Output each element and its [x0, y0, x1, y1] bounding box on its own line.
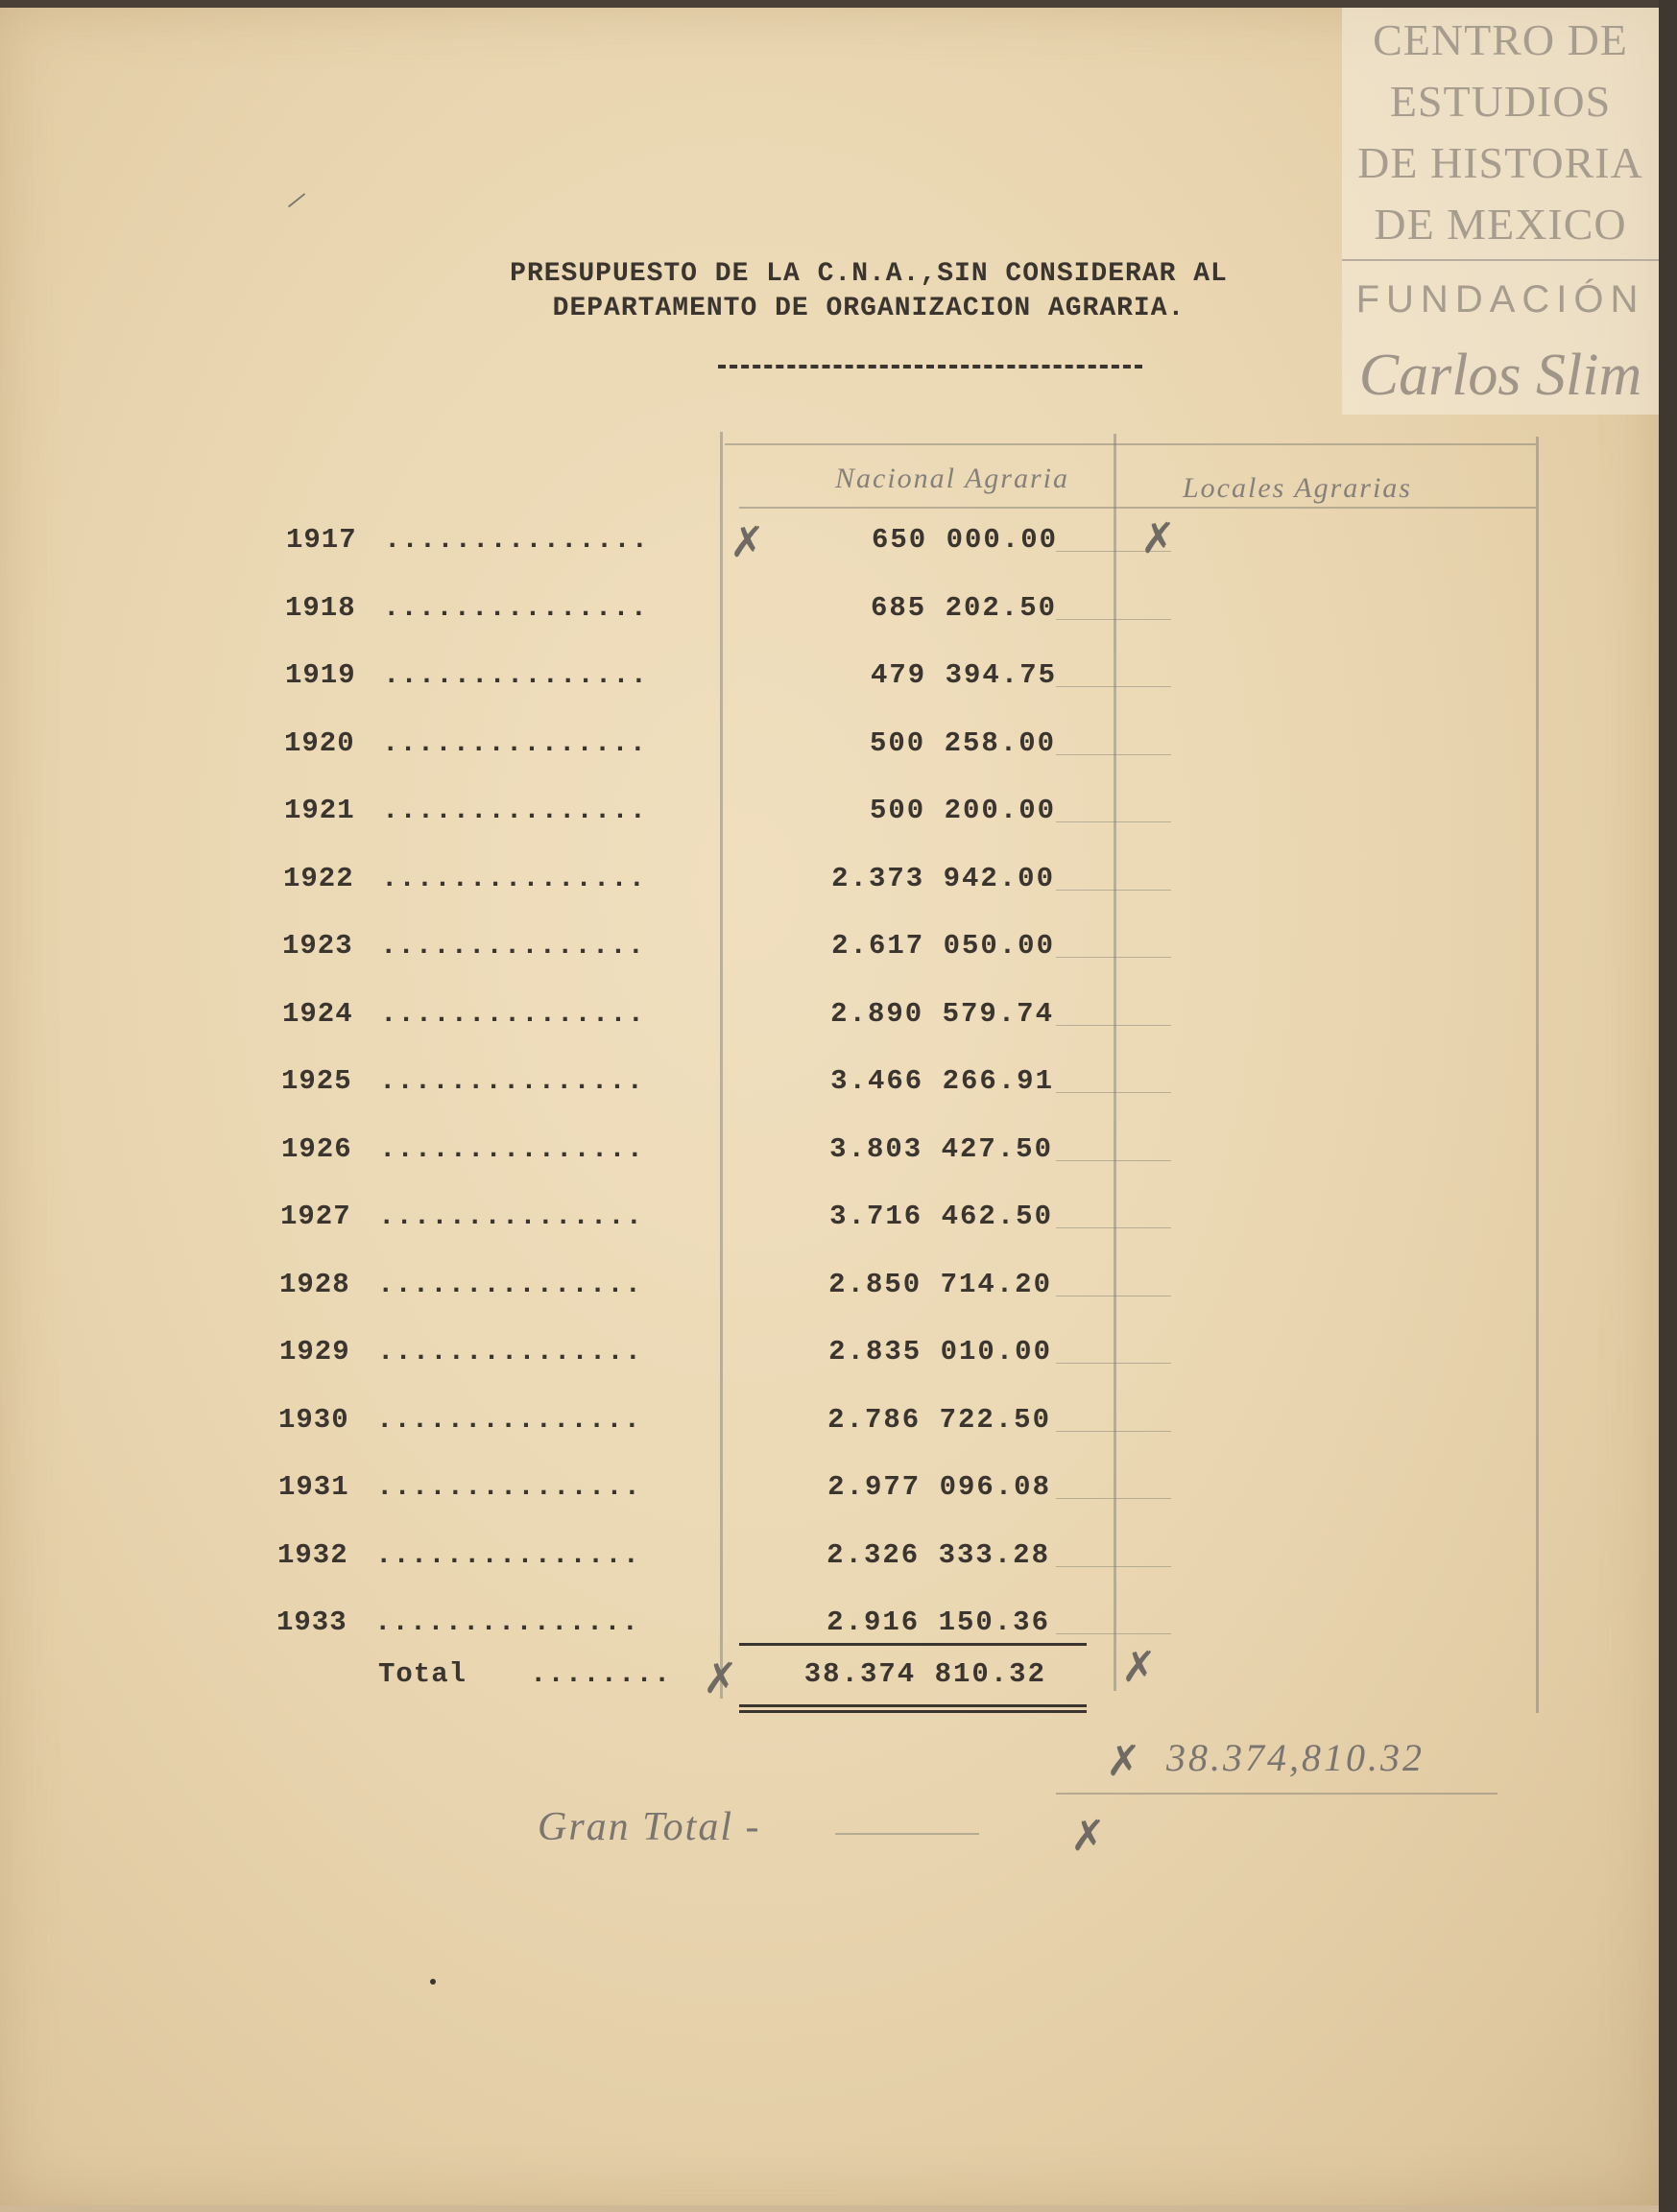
row-dot-leader: ............... [376, 1471, 642, 1503]
row-dot-leader: ............... [378, 1201, 644, 1232]
row-year: 1918 [285, 592, 356, 624]
row-amount: 2.977 096.08 [827, 1471, 1051, 1503]
pencil-row-rule [1056, 686, 1171, 687]
pencil-header-rule [739, 507, 1536, 509]
pencil-row-rule [1056, 1363, 1171, 1364]
row-dot-leader: ............... [380, 998, 646, 1030]
watermark-line: CENTRO DE [1373, 15, 1628, 64]
row-dot-leader: ............... [380, 930, 646, 962]
top-edge [0, 0, 1677, 8]
table-row [0, 1269, 1152, 1307]
row-amount: 2.326 333.28 [827, 1539, 1050, 1571]
row-dot-leader: ............... [379, 1133, 645, 1165]
row-year: 1926 [281, 1133, 352, 1165]
pencil-row-rule [1056, 1227, 1171, 1228]
check-mark-icon: ✗ [730, 518, 765, 567]
row-year: 1920 [284, 727, 355, 759]
row-dot-leader: ............... [383, 592, 649, 624]
pencil-row-rule [1056, 821, 1171, 822]
row-year: 1924 [282, 998, 353, 1030]
table-row [0, 1539, 1152, 1578]
pencil-row-rule [1056, 957, 1171, 958]
row-amount: 3.716 462.50 [829, 1201, 1053, 1232]
row-dot-leader: ............... [375, 1539, 641, 1571]
row-amount: 2.617 050.00 [831, 930, 1055, 962]
row-year: 1933 [276, 1606, 347, 1638]
table-row [0, 1404, 1152, 1442]
row-amount: 650 000.00 [871, 524, 1058, 556]
row-amount: 500 200.00 [869, 795, 1056, 826]
watermark-divider [1342, 259, 1659, 261]
check-mark-icon: ✗ [1121, 1643, 1157, 1692]
row-amount: 2.373 942.00 [831, 863, 1055, 894]
watermark-line: DE HISTORIA [1357, 138, 1643, 187]
row-dot-leader: ............... [374, 1606, 640, 1638]
row-year: 1923 [282, 930, 353, 962]
table-row [0, 1201, 1152, 1239]
column-header-nacional: Nacional Agraria [835, 463, 1069, 494]
row-amount: 3.803 427.50 [829, 1133, 1053, 1165]
row-dot-leader: ............... [379, 1065, 645, 1097]
row-amount: 2.786 722.50 [827, 1404, 1051, 1436]
pencil-row-rule [1056, 1431, 1171, 1432]
row-year: 1928 [279, 1269, 350, 1300]
watermark-fundacion: FUNDACIÓN [1355, 278, 1645, 321]
row-year: 1932 [277, 1539, 348, 1571]
row-amount: 685 202.50 [870, 592, 1057, 624]
row-year: 1930 [278, 1404, 349, 1436]
row-amount: 2.916 150.36 [827, 1606, 1050, 1638]
table-row [0, 1133, 1152, 1172]
table-row [0, 795, 1152, 833]
row-amount: 2.835 010.00 [828, 1336, 1052, 1368]
table-row [0, 1471, 1152, 1510]
pencil-header-rule [725, 443, 1536, 445]
row-year: 1919 [285, 659, 356, 691]
watermark-signature: Carlos Slim [1358, 343, 1642, 408]
watermark-line: ESTUDIOS [1389, 77, 1612, 126]
watermark-line: DE MEXICO [1374, 200, 1627, 249]
row-dot-leader: ............... [382, 727, 648, 759]
table-row [0, 1336, 1152, 1374]
row-amount: 2.850 714.20 [828, 1269, 1052, 1300]
pencil-column-line [1536, 437, 1539, 1713]
row-dot-leader: ............... [377, 1269, 643, 1300]
table-row [0, 1065, 1152, 1104]
total-rule-top [739, 1643, 1087, 1646]
row-year: 1929 [279, 1336, 350, 1368]
table-row [0, 930, 1152, 968]
pencil-row-rule [1056, 1160, 1171, 1161]
total-amount: 38.374 810.32 [803, 1658, 1046, 1690]
row-year: 1921 [284, 795, 355, 826]
row-dot-leader: ............... [383, 659, 649, 691]
row-year: 1927 [280, 1201, 351, 1232]
row-year: 1922 [283, 863, 354, 894]
table-row [0, 863, 1152, 901]
handwritten-grand-total-label: Gran Total - [538, 1805, 761, 1849]
watermark [1342, 8, 1659, 415]
row-dot-leader: ............... [382, 795, 648, 826]
table-row [0, 524, 1152, 562]
row-amount: 3.466 266.91 [830, 1065, 1054, 1097]
pencil-row-rule [1056, 1025, 1171, 1026]
total-label: Total [378, 1658, 467, 1690]
row-amount: 479 394.75 [870, 659, 1057, 691]
row-year: 1925 [281, 1065, 352, 1097]
stray-mark [430, 1979, 436, 1985]
total-dot-leader: ........ [530, 1658, 672, 1690]
pencil-row-rule [1056, 1566, 1171, 1567]
pencil-row-rule [1056, 1633, 1171, 1634]
pencil-row-rule [1056, 619, 1171, 620]
check-mark-icon: ✗ [703, 1654, 738, 1703]
heading-line-1: PRESUPUESTO DE LA C.N.A.,SIN CONSIDERAR AL [510, 259, 1228, 289]
pencil-row-rule [1056, 754, 1171, 755]
row-dot-leader: ............... [376, 1404, 642, 1436]
row-year: 1931 [278, 1471, 349, 1503]
table-row [0, 1606, 1152, 1645]
table-row [0, 727, 1152, 766]
check-mark-icon: ✗ [1106, 1737, 1141, 1786]
row-amount: 500 258.00 [869, 727, 1056, 759]
column-header-locales: Locales Agrarias [1183, 472, 1412, 504]
handwritten-grand-total-value: 38.374,810.32 [1166, 1736, 1425, 1779]
pencil-row-rule [1056, 890, 1171, 891]
table-row [0, 659, 1152, 698]
check-mark-icon: ✗ [1140, 514, 1176, 563]
row-year: 1917 [286, 524, 357, 556]
heading-line-2: DEPARTAMENTO DE ORGANIZACION AGRARIA. [552, 294, 1186, 323]
row-dot-leader: ............... [381, 863, 647, 894]
document-heading [413, 257, 1325, 326]
table-row [0, 592, 1152, 630]
stray-pencil-mark: ⸝ [286, 170, 305, 213]
pencil-row-rule [1056, 1092, 1171, 1093]
table-row [0, 998, 1152, 1036]
total-rule-double [739, 1704, 1087, 1707]
pencil-underline [1056, 1793, 1497, 1795]
row-amount: 2.890 579.74 [830, 998, 1054, 1030]
right-edge [1659, 0, 1677, 2212]
check-mark-icon: ✗ [1070, 1812, 1106, 1861]
pencil-underline [835, 1833, 979, 1835]
row-dot-leader: ............... [377, 1336, 643, 1368]
row-dot-leader: ............... [384, 524, 650, 556]
pencil-row-rule [1056, 1498, 1171, 1499]
dashed-rule [718, 365, 1142, 369]
total-rule-double [739, 1710, 1087, 1713]
